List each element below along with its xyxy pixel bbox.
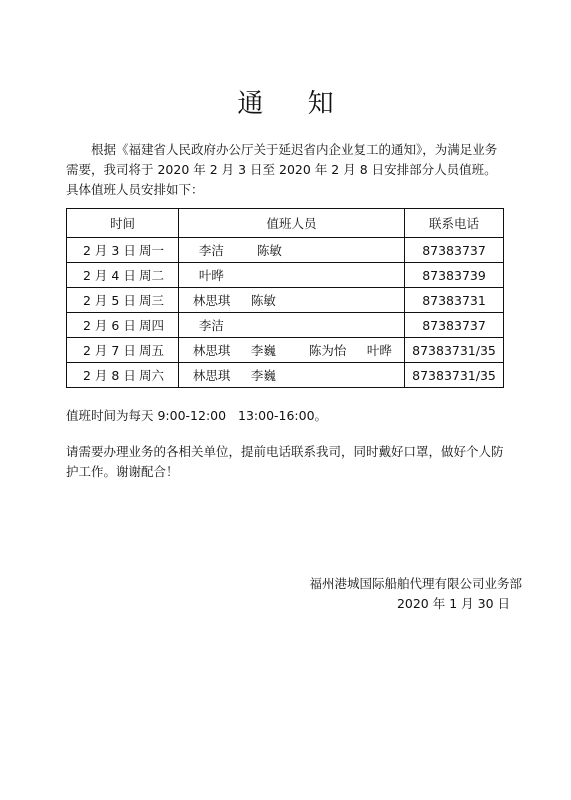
row-weekday: 周五	[139, 343, 165, 358]
staff-name: 李洁	[198, 243, 224, 258]
cell-staff	[178, 313, 404, 338]
row-weekday: 周六	[139, 368, 165, 383]
staff-name: 叶晔	[366, 343, 392, 358]
cell-time	[67, 238, 179, 263]
table-row	[67, 313, 504, 338]
table-body	[67, 238, 504, 388]
cell-staff	[178, 263, 404, 288]
row-date: 2 月 8 日	[83, 368, 136, 383]
staff-name: 陈敏	[256, 243, 282, 258]
cell-staff	[178, 338, 404, 363]
row-weekday: 周二	[139, 268, 165, 283]
cell-time	[67, 288, 179, 313]
cell-phone: 87383739	[405, 263, 504, 288]
header-phone: 联系电话	[405, 209, 504, 238]
staff-name: 叶晔	[198, 268, 224, 283]
cell-phone: 87383731/35	[405, 363, 504, 388]
document-title: 通 知	[237, 89, 352, 119]
row-weekday: 周三	[139, 293, 165, 308]
table-header-row	[67, 209, 504, 238]
row-date: 2 月 7 日	[83, 343, 136, 358]
row-date: 2 月 3 日	[83, 243, 136, 258]
row-weekday: 周一	[139, 243, 165, 258]
table-row	[67, 288, 504, 313]
cell-staff	[178, 363, 404, 388]
notice-paragraph: 请需要办理业务的各相关单位，提前电话联系我司，同时戴好口罩，做好个人防护工作。谢谢配合！	[66, 444, 504, 479]
cell-staff	[178, 238, 404, 263]
staff-name: 林思琪	[192, 293, 231, 308]
table-row	[67, 238, 504, 263]
table-row	[67, 263, 504, 288]
cell-phone: 87383737	[405, 238, 504, 263]
organization-signature: 福州港城国际船舶代理有限公司业务部	[309, 576, 522, 591]
row-weekday: 周四	[139, 318, 165, 333]
row-date: 2 月 5 日	[83, 293, 136, 308]
header-time: 时间	[67, 209, 179, 238]
table-row	[67, 338, 504, 363]
cell-time	[67, 338, 179, 363]
staff-name: 林思琪	[192, 368, 231, 383]
staff-name: 李巍	[250, 343, 276, 358]
duty-schedule-table	[66, 208, 504, 388]
issue-date: 2020 年 1 月 30 日	[396, 596, 510, 611]
staff-name: 李巍	[250, 368, 276, 383]
cell-phone: 87383731/35	[405, 338, 504, 363]
cell-time	[67, 313, 179, 338]
row-date: 2 月 4 日	[83, 268, 136, 283]
row-date: 2 月 6 日	[83, 318, 136, 333]
duty-hours: 值班时间为每天 9:00-12:00 13:00-16:00。	[66, 408, 328, 423]
staff-name: 林思琪	[192, 343, 231, 358]
cell-phone: 87383731	[405, 288, 504, 313]
cell-staff	[178, 288, 404, 313]
table-row	[67, 363, 504, 388]
staff-name: 陈为怡	[308, 343, 347, 358]
header-staff: 值班人员	[178, 209, 404, 238]
cell-time	[67, 263, 179, 288]
intro-paragraph: 根据《福建省人民政府办公厅关于延迟省内企业复工的通知》，为满足业务需要，我司将于 2020 年 2 月 3 日至 2020 年 2 月 8 日安排部分人员值班。具体值班人员安排如下：	[66, 142, 498, 197]
staff-name: 陈敏	[250, 293, 276, 308]
cell-phone: 87383737	[405, 313, 504, 338]
staff-name: 李洁	[198, 318, 224, 333]
cell-time	[67, 363, 179, 388]
